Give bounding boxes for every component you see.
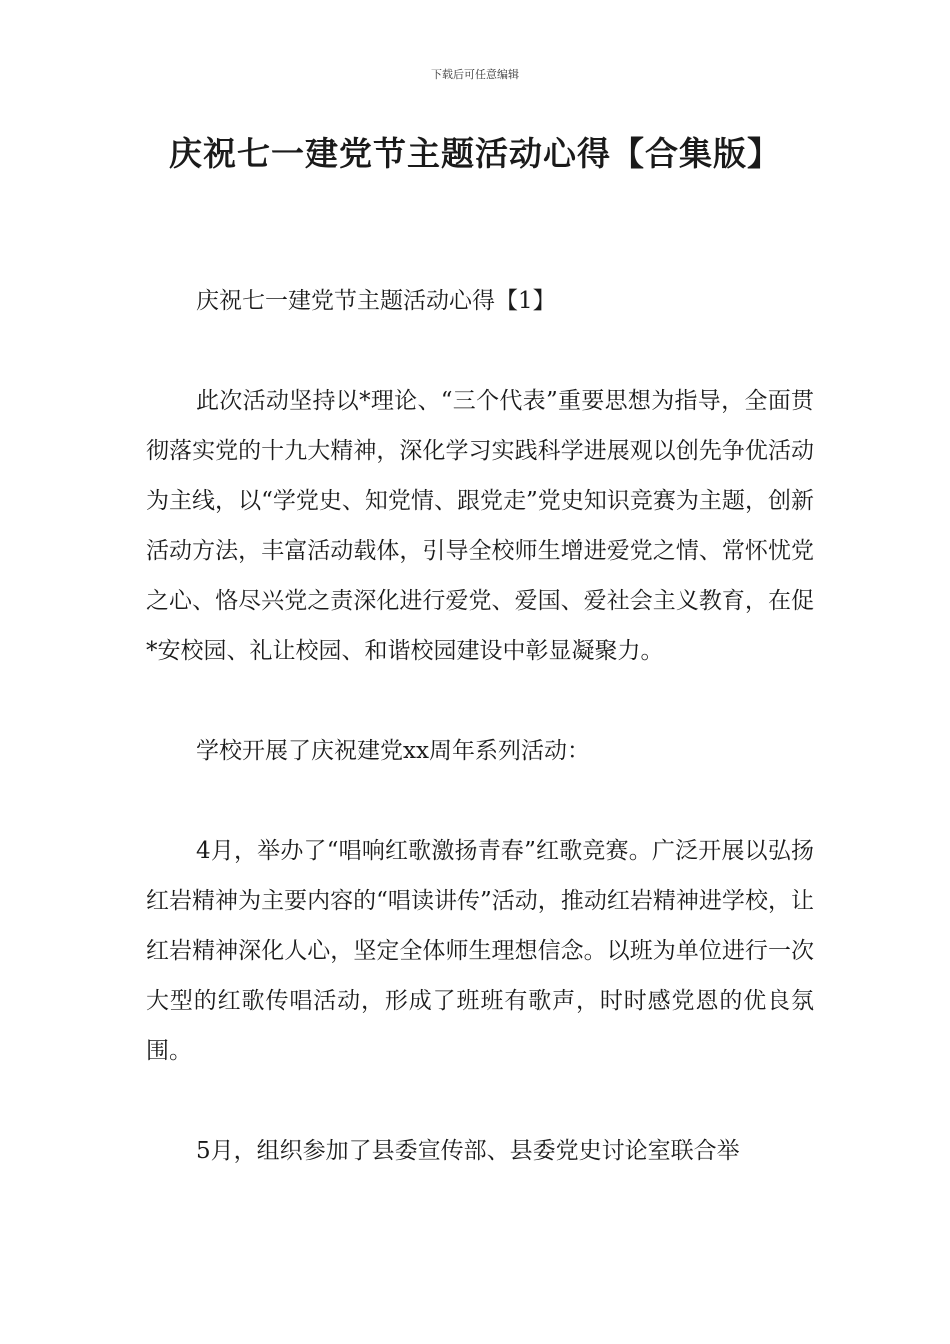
paragraph-may: 5月，组织参加了县委宣传部、县委党史讨论室联合举 xyxy=(196,1138,740,1164)
section-heading: 庆祝七一建党节主题活动心得【1】 xyxy=(196,288,556,314)
paragraph-intro: 此次活动坚持以*理论、“三个代表”重要思想为指导，全面贯彻落实党的十九大精神，深化学习实践科学进展观以创先争优活动为主线，以“学党史、知党情、跟党走”党史知识竞赛为主题，创新活动方法，丰富活动载体，引导全校师生增进爱党之情、常怀忧党之心、恪尽兴党之责深化进行爱党、爱国、爱社会主义教育，在促*安校园、礼让校园、和谐校园建设中彰显凝聚力。 xyxy=(146,388,814,664)
document-title: 庆祝七一建党节主题活动心得【合集版】 xyxy=(169,134,781,173)
paragraph-april: 4月，举办了“唱响红歌激扬青春”红歌竞赛。广泛开展以弘扬红岩精神为主要内容的“唱读讲传”活动，推动红岩精神进学校，让红岩精神深化人心，坚定全体师生理想信念。以班为单位进行一次大型的红歌传唱活动，形成了班班有歌声，时时感党恩的优良氛围。 xyxy=(146,838,814,1064)
header-note: 下载后可任意编辑 xyxy=(431,68,519,81)
paragraph-activities: 学校开展了庆祝建党xx周年系列活动： xyxy=(196,738,590,764)
document-body xyxy=(146,276,814,1226)
